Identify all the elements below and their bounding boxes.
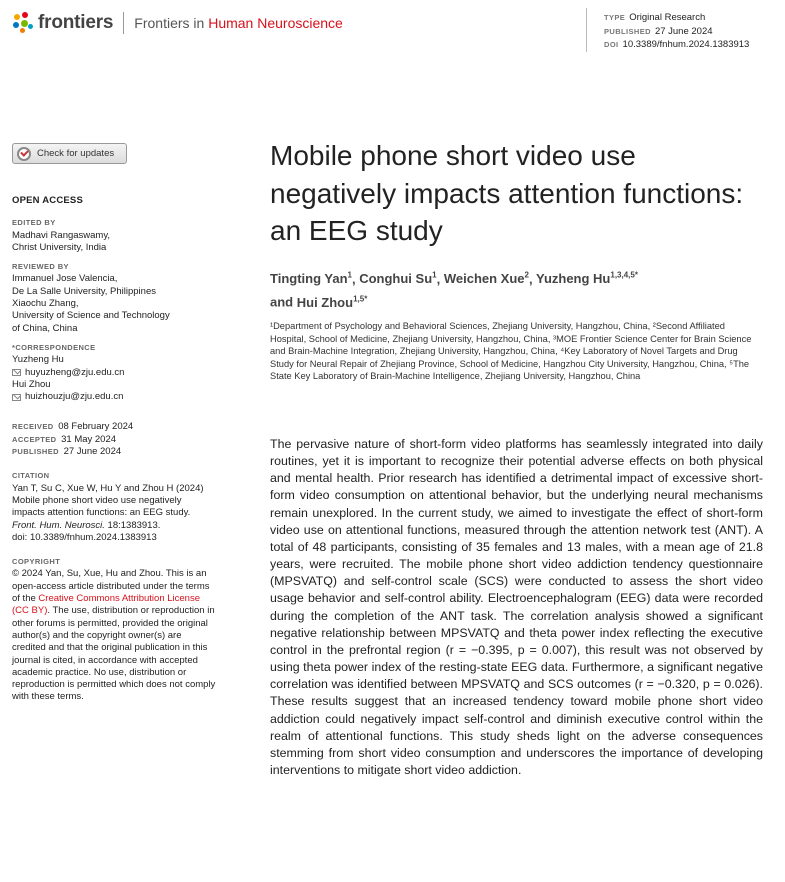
open-access-label: OPEN ACCESS (12, 195, 84, 206)
correspondence-label: *CORRESPONDENCE (12, 342, 96, 352)
author-list: Tingting Yan$^1$, Conghui Su$^1$, Weichen Xue$^2$, Yuzheng $Hu^{1,3,4,5*}$ and Hui Zhou$^{1,5*}$ (270, 271, 638, 310)
correspondent-email[interactable]: huyuzheng@zju.edu.cn (12, 367, 217, 379)
copyright-text: © 2024 Yan, Su, Xue, Hu and Zhou. This is an open-access article distributed under the terms of the Creative Commons Attribution License (CC BY). The use, distribution or reproduction in other forums is permitted, provided the original author(s) and the copyright owner(s) are credited and that the original publication in this journal is cited, in accordance with accepted academic practice. No use, distribution or reproduction is permitted which does not comply with these terms. (12, 568, 216, 703)
meta-divider (586, 8, 587, 52)
correspondent-name: Yuzheng Hu (12, 354, 64, 366)
editor-name: Madhavi Rangaswamy, (12, 229, 111, 241)
article-type: Original Research (629, 12, 706, 23)
reviewer-line: University of Science and Technology (12, 310, 170, 322)
citation-label: CITATION (12, 471, 50, 481)
envelope-icon (12, 369, 21, 376)
logo-text: frontiers (38, 12, 114, 33)
copyright-label: COPYRIGHT (12, 557, 61, 567)
published-date-side: 27 June 2024 (63, 446, 122, 458)
reviewer-line: Immanuel Jose Valencia, (12, 273, 118, 285)
correspondent-email[interactable]: huizhouzju@zju.edu.cn (12, 391, 217, 403)
article-meta: TYPE Original Research PUBLISHED 27 June 2024 DOI 10.3389/fnhum.2024.1383913 (604, 12, 750, 50)
abstract-text: The pervasive nature of short-form video platforms has seamlessly integrated into daily routines, yet it is important to recognize their potential adverse effects on both physical and mental health. Prior research has identified a detrimental impact of excessive short-form video consumption on attentional behavior, but the underlying neural mechanisms remain unexplored. In the current study, we aimed to investigate the effect of short-form video use on attentional functions, measured through the attention network test (ANT). A total of 48 participants, consisting of 35 females and 13 males, with a mean age of 21.8 years, were recruited. The mobile phone short video addiction tendency questionnaire (MPSVATQ) and self-control scale (SCS) were conducted to assess the short video usage behavior and self-control ability. Electroencephalogram (EEG) data were recorded during the completion of the ANT task. The correlation analysis showed a significant negative relationship between MPSVATQ and theta power index reflecting the executive control in the prefrontal region (r = −0.395, p = 0.007), this result was not observed by using theta power index of the resting-state EEG data. Furthermore, a significant negative correlation was identified between MPSVATQ and SCS outcomes (r = −0.320, p = 0.026). These results suggest that an increased tendency toward mobile phone short video addiction could negatively impact self-control and diminish executive control within the realm of attentional functions. This study sheds light on the adverse consequences stemming from short video consumption and underscores the importance of developing interventions to mitigate short video addiction. (270, 437, 763, 777)
correspondent-name: Hui Zhou (12, 378, 51, 390)
reviewer-line: Xiaochu Zhang, (12, 298, 79, 310)
author[interactable]: Hui Zhou$^{1,5*}$ (296, 294, 368, 310)
accepted-date: 31 May 2024 (61, 433, 117, 445)
license-link[interactable]: Creative Commons Attribution License (CC BY) (12, 593, 200, 617)
author[interactable]: Conghui Su$^1$ (359, 271, 437, 287)
edited-by-label: EDITED BY (12, 218, 56, 228)
author[interactable]: Weichen Xue$^2$ (443, 271, 529, 287)
doi-link[interactable]: 10.3389/fnhum.2024.1383913 (622, 39, 750, 50)
frontiers-logo[interactable] (12, 12, 343, 34)
article-title: Mobile phone short video use negatively impacts attention functions: an EEG study (270, 140, 744, 246)
author[interactable]: Yuzheng $Hu^{1,3,4,5*}$ (535, 271, 638, 287)
header-divider (123, 12, 124, 34)
editor-affiliation: Christ University, India (12, 241, 107, 253)
article-dates: RECEIVED 08 February 2024 ACCEPTED 31 May 2024 PUBLISHED 27 June 2024 (12, 421, 134, 458)
reviewed-by-label: REVIEWED BY (12, 262, 69, 272)
abstract (270, 436, 763, 779)
affiliations: ¹Department of Psychology and Behavioral Sciences, Zhejiang University, Hangzhou, China, ²Second Affiliated Hospital, School of Medicine, Zhejiang University, Hangzhou, China, ³MOE Frontier Science Center for Brain Science and Brain-Machine Integration, Zhejiang University, Hangzhou, China, ⁴Key Laboratory of Novel Targets and Drug Study for Neural Repair of Zhejiang Province, School of Medicine, Hangzhou City University, Hangzhou, China, ⁵The State Key Laboratory of Brain-Machine Intelligence, Zhejiang University, Hangzhou, China (270, 321, 752, 382)
reviewer-line: of China, China (12, 322, 78, 334)
sidebar (12, 195, 217, 704)
envelope-icon (12, 394, 21, 401)
check-updates-icon (17, 147, 31, 161)
frontiers-logo-icon (12, 12, 34, 34)
journal-name[interactable]: Frontiers in Human Neuroscience (134, 15, 343, 31)
citation-text: Yan T, Su C, Xue W, Hu Y and Zhou H (2024) Mobile phone short video use negatively impacts attention functions: an EEG study. Front. Hum. Neurosci. 18:1383913. doi: 10.3389/fnhum.2024.1383913 (12, 482, 204, 543)
author[interactable]: Tingting Yan$^1$ (270, 271, 352, 287)
published-date: 27 June 2024 (654, 25, 713, 37)
check-for-updates-button[interactable]: Check for updates (12, 143, 127, 164)
received-date: 08 February 2024 (58, 421, 134, 433)
reviewer-line: De La Salle University, Philippines (12, 285, 156, 297)
